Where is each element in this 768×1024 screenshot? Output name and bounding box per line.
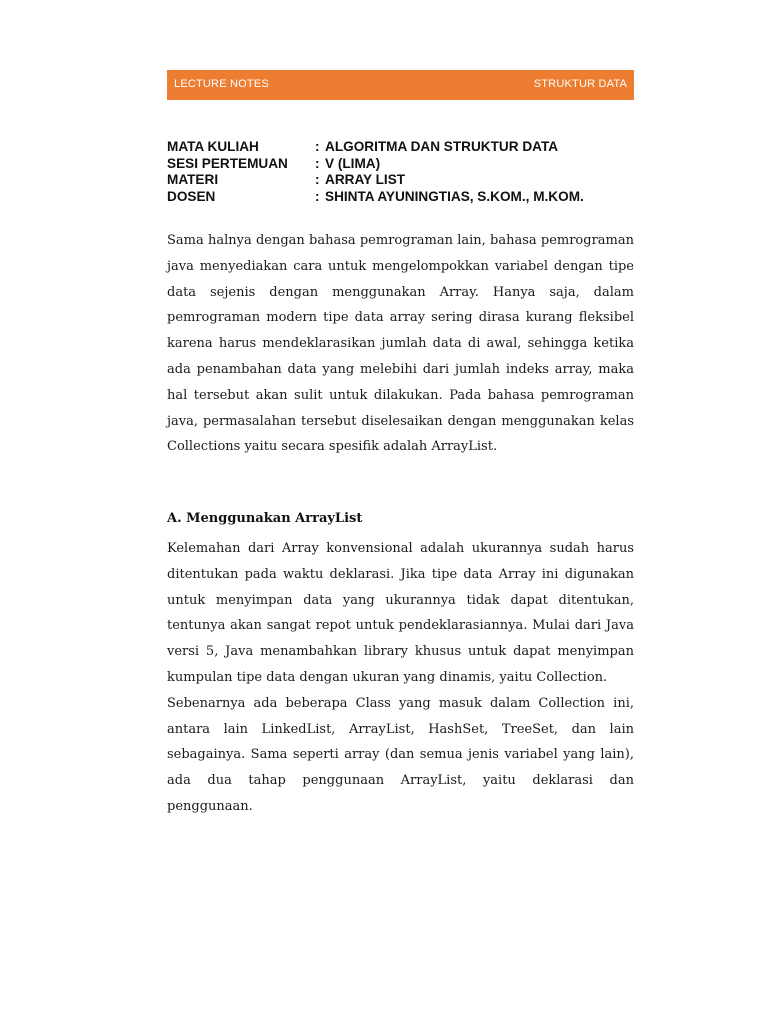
section-paragraph: Kelemahan dari Array konvensional adalah ukurannya sudah harus ditentukan pada waktu deklarasi. Jika tipe data Array ini digunakan untuk menyimpan data yang ukurannya tidak dapat ditentukan, tentunya akan sangat repot untuk pendeklarasiannya. Mulai dari Java versi 5, Java menambahkan library khusus untuk dapat menyimpan kumpulan tipe data dengan ukuran yang dinamis, yaitu Collection. (167, 541, 634, 685)
intro-paragraph (167, 228, 634, 460)
header-right-label: STRUKTUR DATA (533, 78, 627, 90)
section-paragraph: Sebenarnya ada beberapa Class yang masuk dalam Collection ini, antara lain LinkedList, ArrayList, HashSet, TreeSet, dan lain sebagainya. Sama seperti array (dan semua jenis variabel yang lain), ada dua tahap penggunaan ArrayList, yaitu deklarasi dan penggunaan. (167, 695, 634, 814)
course-info-key: MATERI (167, 172, 219, 187)
course-info-separator: : (315, 139, 320, 154)
section-body (167, 536, 634, 820)
course-info-separator: : (315, 188, 320, 204)
course-info-key: MATA KULIAH (167, 139, 259, 154)
course-info-row (167, 172, 634, 189)
course-info-value: SHINTA AYUNINGTIAS, S.KOM., M.KOM. (325, 188, 584, 204)
course-info-value: V (LIMA) (325, 155, 381, 171)
course-info-value: ALGORITMA DAN STRUKTUR DATA (325, 139, 559, 154)
intro-text: Sama halnya dengan bahasa pemrograman lain, bahasa pemrograman java menyediakan cara untuk mengelompokkan variabel dengan tipe data sejenis dengan menggunakan Array. Hanya saja, dalam pemrograman modern tipe data array sering dirasa kurang fleksibel karena harus mendeklarasikan jumlah data di awal, sehingga ketika ada penambahan data yang melebihi dari jumlah indeks array, maka hal tersebut akan sulit untuk dilakukan. Pada bahasa pemrograman java, permasalahan tersebut diselesaikan dengan menggunakan kelas Collections yaitu secara spesifik adalah ArrayList. (167, 233, 634, 455)
course-info-separator: : (315, 172, 320, 187)
header-left-label: LECTURE NOTES (174, 78, 269, 90)
course-info (167, 139, 634, 205)
course-info-value: ARRAY LIST (325, 172, 406, 187)
section-heading: A. Menggunakan ArrayList (167, 511, 363, 526)
course-info-separator: : (315, 155, 320, 171)
course-info-row (167, 139, 634, 156)
course-info-row (167, 189, 634, 206)
course-info-row (167, 156, 634, 173)
course-info-key: DOSEN (167, 188, 216, 204)
course-info-key: SESI PERTEMUAN (167, 155, 288, 171)
header-bar (167, 70, 634, 100)
